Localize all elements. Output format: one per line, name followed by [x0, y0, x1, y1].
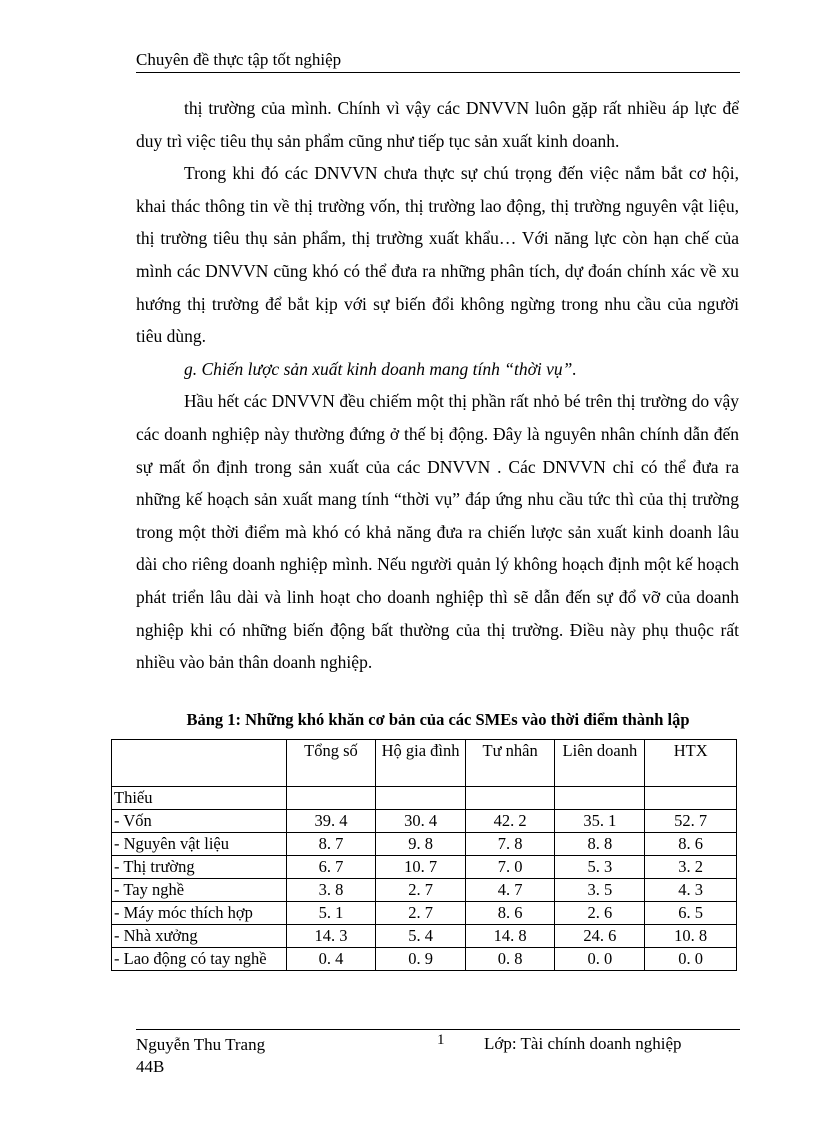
- table-cell: 0. 4: [286, 948, 376, 971]
- table-row: [112, 925, 737, 948]
- paragraph: thị trường của mình. Chính vì vậy các DNVVN luôn gặp rất nhiều áp lực để duy trì việc tiêu thụ sản phẩm cũng như tiếp tục sản xuất kinh doanh.: [136, 98, 739, 151]
- table-header-cell: Tổng số: [286, 740, 376, 787]
- table-cell: 8. 6: [645, 833, 737, 856]
- body-text: [136, 92, 739, 679]
- table-cell: 3. 5: [555, 879, 645, 902]
- table-cell: 30. 4: [376, 810, 465, 833]
- footer-class: Lớp: Tài chính doanh nghiệp: [484, 1034, 682, 1053]
- table-cell: 3. 2: [645, 856, 737, 879]
- footer-divider: [136, 1029, 740, 1030]
- table-cell: [286, 787, 376, 810]
- table-cell: 8. 6: [465, 902, 555, 925]
- table-row: [112, 810, 737, 833]
- table-cell: 3. 8: [286, 879, 376, 902]
- page-number: 1: [437, 1032, 445, 1048]
- paragraph: Hầu hết các DNVVN đều chiếm một thị phần rất nhỏ bé trên thị trường do vậy các doanh nghiệp này thường đứng ở thế bị động. Đây là nguyên nhân chính dẫn đến sự mất ổn định trong sản xuất của các DNVVN . Các DNVVN chỉ có thể đưa ra những kế hoạch sản xuất mang tính “thời vụ” đáp ứng nhu cầu tức thì của thị trường trong một thời điểm mà khó có khả năng đưa ra chiến lược sản xuất kinh doanh lâu dài cho riêng doanh nghiệp mình. Nếu người quản lý không hoạch định một kế hoạch phát triển lâu dài và linh hoạt cho doanh nghiệp thì sẽ dẫn đến sự đổ vỡ của doanh nghiệp khi có những biến động bất thường của thị trường. Điều này phụ thuộc rất nhiều vào bản thân doanh nghiệp.: [136, 391, 739, 673]
- table-cell: Thiếu: [112, 787, 287, 810]
- paragraph: Trong khi đó các DNVVN chưa thực sự chú trọng đến việc nắm bắt cơ hội, khai thác thông tin về thị trường vốn, thị trường lao động, thị trường nguyên vật liệu, thị trường tiêu thụ sản phẩm, thị trường xuất khẩu… Với năng lực còn hạn chế của mình các DNVVN cũng khó có thể đưa ra những phân tích, dự đoán chính xác về xu hướng thị trường để bắt kịp với sự biến đổi không ngừng trong nhu cầu của người tiêu dùng.: [136, 163, 739, 347]
- table-cell: 6. 5: [645, 902, 737, 925]
- table-cell: 5. 3: [555, 856, 645, 879]
- author-class-code: 44B: [136, 1057, 165, 1076]
- footer-author: [136, 1034, 265, 1078]
- table-row: [112, 856, 737, 879]
- table-cell: 5. 4: [376, 925, 465, 948]
- table-cell: 39. 4: [286, 810, 376, 833]
- author-name: Nguyễn Thu Trang: [136, 1035, 266, 1054]
- table-cell: 5. 1: [286, 902, 376, 925]
- table-row: [112, 902, 737, 925]
- table-cell: [555, 787, 645, 810]
- table-cell: 8. 7: [286, 833, 376, 856]
- table-row: [112, 833, 737, 856]
- table-row: [112, 948, 737, 971]
- table-row: [112, 787, 737, 810]
- table-cell: [645, 787, 737, 810]
- table-header-row: [112, 740, 737, 787]
- table-header-cell: Hộ gia đình: [376, 740, 465, 787]
- table-cell: - Vốn: [112, 810, 287, 833]
- table-cell: 7. 8: [465, 833, 555, 856]
- table-cell: - Nhà xưởng: [112, 925, 287, 948]
- table-cell: 0. 0: [645, 948, 737, 971]
- page-header: Chuyên đề thực tập tốt nghiệp: [136, 50, 740, 73]
- table-cell: 2. 7: [376, 879, 465, 902]
- data-table: [111, 739, 737, 971]
- table-header-cell: [112, 740, 287, 787]
- table-cell: 52. 7: [645, 810, 737, 833]
- section-heading: g. Chiến lược sản xuất kinh doanh mang tính “thời vụ”.: [184, 358, 577, 379]
- table-cell: 6. 7: [286, 856, 376, 879]
- table-cell: - Tay nghề: [112, 879, 287, 902]
- table-caption: Bảng 1: Những khó khăn cơ bản của các SMEs vào thời điểm thành lập: [186, 710, 690, 729]
- table-cell: 9. 8: [376, 833, 465, 856]
- table-header-cell: HTX: [645, 740, 737, 787]
- table-cell: - Nguyên vật liệu: [112, 833, 287, 856]
- table-cell: [376, 787, 465, 810]
- table-cell: - Thị trường: [112, 856, 287, 879]
- table-cell: - Lao động có tay nghề: [112, 948, 287, 971]
- table-cell: [465, 787, 555, 810]
- table-cell: 2. 7: [376, 902, 465, 925]
- table-cell: 35. 1: [555, 810, 645, 833]
- table-cell: 0. 8: [465, 948, 555, 971]
- table-cell: 24. 6: [555, 925, 645, 948]
- table-cell: 2. 6: [555, 902, 645, 925]
- table-cell: 4. 7: [465, 879, 555, 902]
- table-cell: 10. 8: [645, 925, 737, 948]
- table-cell: 14. 8: [465, 925, 555, 948]
- table-cell: 0. 0: [555, 948, 645, 971]
- table-header-cell: Tư nhân: [465, 740, 555, 787]
- table-cell: 4. 3: [645, 879, 737, 902]
- table-cell: 10. 7: [376, 856, 465, 879]
- table-cell: 42. 2: [465, 810, 555, 833]
- table-cell: 7. 0: [465, 856, 555, 879]
- table-cell: - Máy móc thích hợp: [112, 902, 287, 925]
- table-cell: 8. 8: [555, 833, 645, 856]
- table-cell: 14. 3: [286, 925, 376, 948]
- table-cell: 0. 9: [376, 948, 465, 971]
- table-header-cell: Liên doanh: [555, 740, 645, 787]
- table-row: [112, 879, 737, 902]
